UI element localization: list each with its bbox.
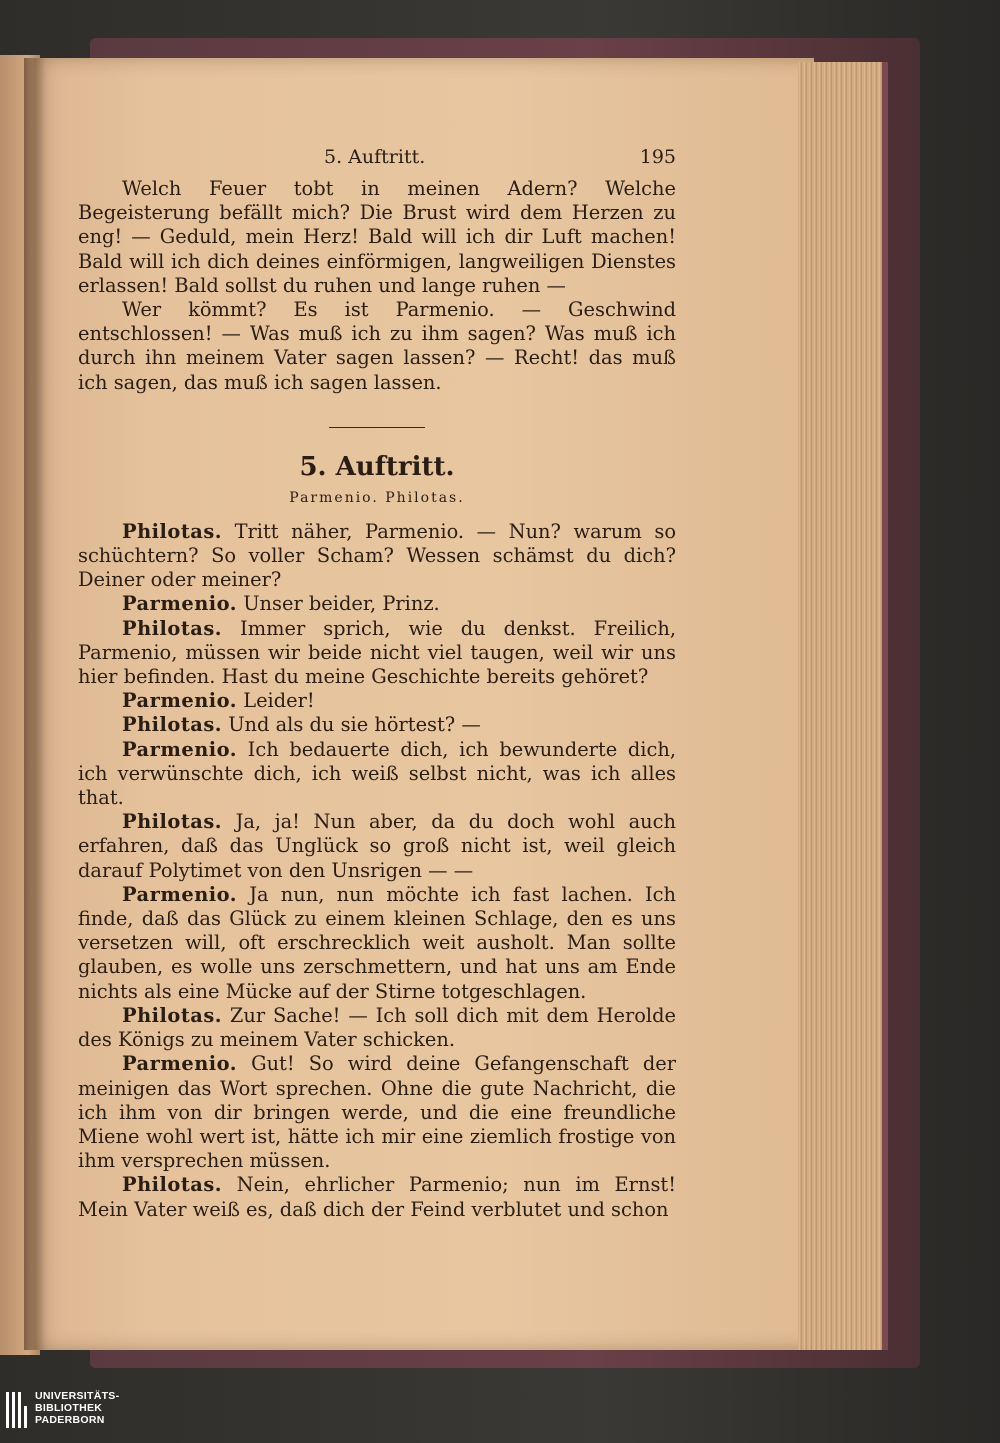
dialogue-paragraph xyxy=(78,738,676,811)
dialogue-paragraph xyxy=(78,689,676,713)
speaker-name: Philotas. xyxy=(122,519,223,543)
dialogue-paragraph xyxy=(78,1004,676,1052)
speaker-name: Philotas. xyxy=(122,616,223,640)
monologue-paragraph: Welch Feuer tobt in meinen Adern? Welche Begeisterung befällt mich? Die Brust wird dem Herzen zu eng! — Geduld, mein Herz! Bald will ich dir Luft machen! Bald will ich dich deines einförmigen, langweiligen Dienstes erlassen! Bald sollst du ruhen und lange ruhen — xyxy=(78,177,676,297)
speech-text: Leider! xyxy=(243,689,315,713)
library-logo xyxy=(6,1390,119,1428)
cast-list: Parmenio. Philotas. xyxy=(289,489,465,506)
dialogue-block xyxy=(78,520,676,1222)
dialogue-paragraph xyxy=(78,617,676,690)
logo-line: UNIVERSITÄTS- xyxy=(35,1390,120,1402)
page-edges xyxy=(798,62,888,1350)
page-number: 195 xyxy=(639,146,676,168)
speech-text: Gut! So wird deine Gefangenschaft der meinigen das Wort sprechen. Ohne die gute Nachricht, die ich ihm von dir bringen werde, und die eine freundliche Miene wohl wert ist, hätte ich mir eine ziemlich frostige von ihm versprechen müssen. xyxy=(78,1052,676,1173)
speech-text: Unser beider, Prinz. xyxy=(243,592,440,616)
speaker-name: Philotas. xyxy=(122,1173,223,1197)
speech-text: Und als du sie hörtest? — xyxy=(228,713,481,737)
running-head xyxy=(78,145,676,177)
speaker-name: Parmenio. xyxy=(122,689,238,713)
library-logo-text xyxy=(35,1390,119,1426)
speech-text: Ja, ja! Nun aber, da du doch wohl auch erfahren, daß das Unglück so groß nicht ist, weil gleich darauf Polytimet von den Unsrigen — — xyxy=(78,810,676,882)
text-column xyxy=(78,145,676,1222)
speaker-name: Parmenio. xyxy=(122,592,238,616)
dialogue-paragraph xyxy=(78,1173,676,1221)
section-divider xyxy=(329,427,425,428)
dialogue-paragraph xyxy=(78,1052,676,1173)
monologue-paragraph: Wer kömmt? Es ist Parmenio. — Geschwind entschlossen! — Was muß ich zu ihm sagen? Was muß ich durch ihn meinem Vater sagen lassen? — Recht! das muß ich sagen, das muß ich sagen lassen. xyxy=(78,298,676,394)
dialogue-paragraph xyxy=(78,520,676,593)
speaker-name: Philotas. xyxy=(122,713,223,737)
speech-text: Nein, ehrlicher Parmenio; nun im Ernst! Mein Vater weiß es, daß dich der Feind verblutet und schon xyxy=(78,1173,676,1221)
spine-shadow xyxy=(24,58,46,1350)
dialogue-paragraph xyxy=(78,592,676,616)
scene-heading: 5. Auftritt. xyxy=(299,451,455,482)
speaker-name: Philotas. xyxy=(122,1003,223,1027)
logo-line: BIBLIOTHEK xyxy=(35,1402,103,1414)
speech-text: Tritt näher, Parmenio. — Nun? warum so schüchtern? So voller Scham? Wessen schämst du dich? Deiner oder meiner? xyxy=(78,519,676,592)
library-logo-mark xyxy=(6,1392,27,1428)
speaker-name: Parmenio. xyxy=(122,737,238,761)
dialogue-paragraph xyxy=(78,713,676,737)
dialogue-paragraph xyxy=(78,810,676,883)
speech-text: Ich bedauerte dich, ich bewunderte dich, ich verwünschte dich, ich weiß selbst nicht, was ich alles that. xyxy=(78,737,676,810)
logo-line: PADERBORN xyxy=(35,1414,105,1426)
dialogue-paragraph xyxy=(78,883,676,1004)
speech-text: Ja nun, nun möchte ich fast lachen. Ich finde, daß das Glück zu einem kleinen Schlage, den es uns versetzen will, oft erschrecklich weit ausholt. Man sollte glauben, es wolle uns zerschmettern, und hat uns am Ende nichts als eine Mücke auf der Stirne totgeschlagen. xyxy=(78,882,676,1003)
speech-text: Zur Sache! — Ich soll dich mit dem Herolde des Königs zu meinem Vater schicken. xyxy=(78,1003,676,1052)
speaker-name: Parmenio. xyxy=(122,882,238,906)
speaker-name: Parmenio. xyxy=(122,1052,238,1076)
speech-text: Immer sprich, wie du denkst. Freilich, Parmenio, müssen wir beide nicht viel taugen, weil wir uns hier befinden. Hast du meine Geschichte bereits gehöret? xyxy=(78,616,676,689)
running-head-title: 5. Auftritt. xyxy=(324,146,426,168)
speaker-name: Philotas. xyxy=(122,810,223,834)
